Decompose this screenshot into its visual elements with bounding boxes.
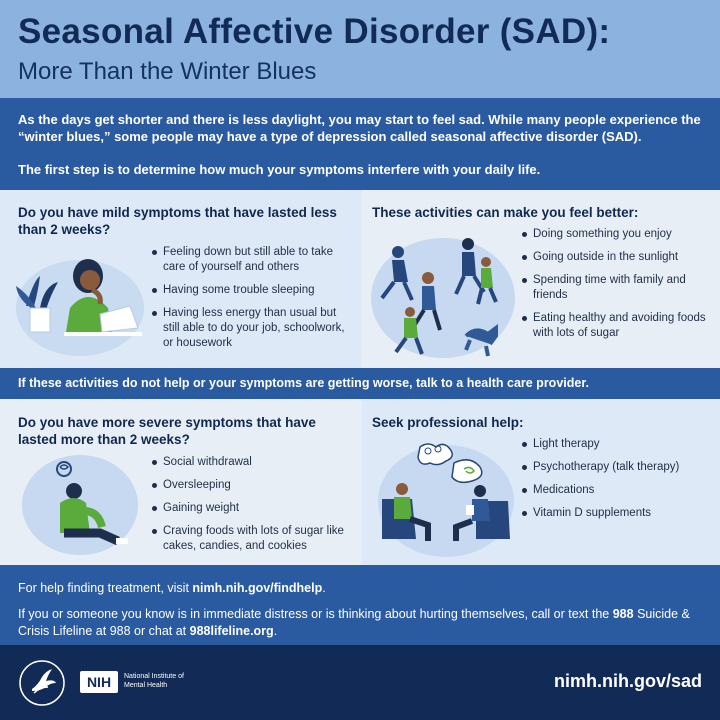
list-item: Going outside in the sunlight: [522, 250, 712, 265]
crisis-number: 988: [612, 607, 634, 621]
intro-first-step: The first step is to determine how much your symptoms interfere with your daily life.: [18, 162, 541, 177]
professional-help-panel: [362, 399, 720, 565]
hhs-seal-icon: [18, 659, 66, 707]
intro-paragraph: As the days get shorter and there is less daylight, you may start to feel sad. While many people experience the “winter blues,” some people may have a type of depression called seasonal affective disorder (SAD).: [18, 112, 701, 144]
mild-symptoms-list: [152, 245, 352, 359]
page-subtitle: More Than the Winter Blues: [18, 58, 317, 85]
list-item: Social withdrawal: [152, 455, 352, 470]
header: [0, 0, 720, 98]
professional-help-title: Seek professional help:: [372, 415, 524, 430]
nih-institute-name: National Institute of Mental Health: [124, 673, 184, 689]
list-item: Spending time with family and friends: [522, 273, 712, 303]
crisis-period: .: [273, 624, 278, 638]
therapy-session-illustration: [376, 439, 516, 559]
severe-symptoms-list: [152, 455, 352, 562]
intro-section: [0, 98, 720, 190]
nih-logo: NIH: [80, 671, 118, 693]
footer: [0, 645, 720, 720]
list-item: Having less energy than usual but still able to do your job, schoolwork, or housework: [152, 306, 352, 351]
find-help-link[interactable]: nimh.nih.gov/findhelp: [192, 581, 323, 595]
people-running-outside-illustration: [368, 232, 518, 362]
professional-help-list: [522, 437, 712, 529]
crisis-line: [18, 606, 708, 640]
person-sitting-alone-illustration: [20, 451, 140, 559]
list-item: Doing something you enjoy: [522, 227, 712, 242]
find-help-period: .: [322, 581, 326, 595]
list-item: Craving foods with lots of sugar like cakes, candies, and cookies: [152, 524, 352, 554]
activities-list: [522, 227, 712, 349]
list-item: Having some trouble sleeping: [152, 283, 352, 298]
severe-symptoms-title: Do you have more severe symptoms that have lasted more than 2 weeks?: [18, 415, 316, 447]
help-section: [0, 565, 720, 645]
list-item: Vitamin D supplements: [522, 506, 712, 521]
footer-url[interactable]: nimh.nih.gov/sad: [553, 671, 702, 691]
activities-panel: [362, 190, 720, 368]
person-at-laptop-illustration: [12, 248, 147, 358]
mild-symptoms-panel: [0, 190, 362, 368]
crisis-text: If you or someone you know is in immediate distress or is thinking about hurting themselves, call or text the: [18, 607, 613, 621]
mild-symptoms-title: Do you have mild symptoms that have lasted less than 2 weeks?: [18, 205, 337, 237]
list-item: Gaining weight: [152, 501, 352, 516]
find-help-text: For help finding treatment, visit: [18, 581, 193, 595]
lifeline-link[interactable]: 988lifeline.org: [189, 624, 274, 638]
list-item: Oversleeping: [152, 478, 352, 493]
list-item: Feeling down but still able to take care of yourself and others: [152, 245, 352, 275]
crisis-lifeline-text: Suicide & Crisis Lifeline at 988 or chat at: [18, 607, 690, 638]
activities-title: These activities can make you feel better:: [372, 205, 639, 220]
provider-band: If these activities do not help or your symptoms are getting worse, talk to a health care provider.: [0, 368, 720, 399]
list-item: Eating healthy and avoiding foods with lots of sugar: [522, 311, 712, 341]
page-title: Seasonal Affective Disorder (SAD):: [18, 12, 611, 51]
find-help-line: [18, 581, 326, 595]
severe-symptoms-panel: [0, 399, 362, 565]
list-item: Psychotherapy (talk therapy): [522, 460, 712, 475]
list-item: Light therapy: [522, 437, 712, 452]
list-item: Medications: [522, 483, 712, 498]
